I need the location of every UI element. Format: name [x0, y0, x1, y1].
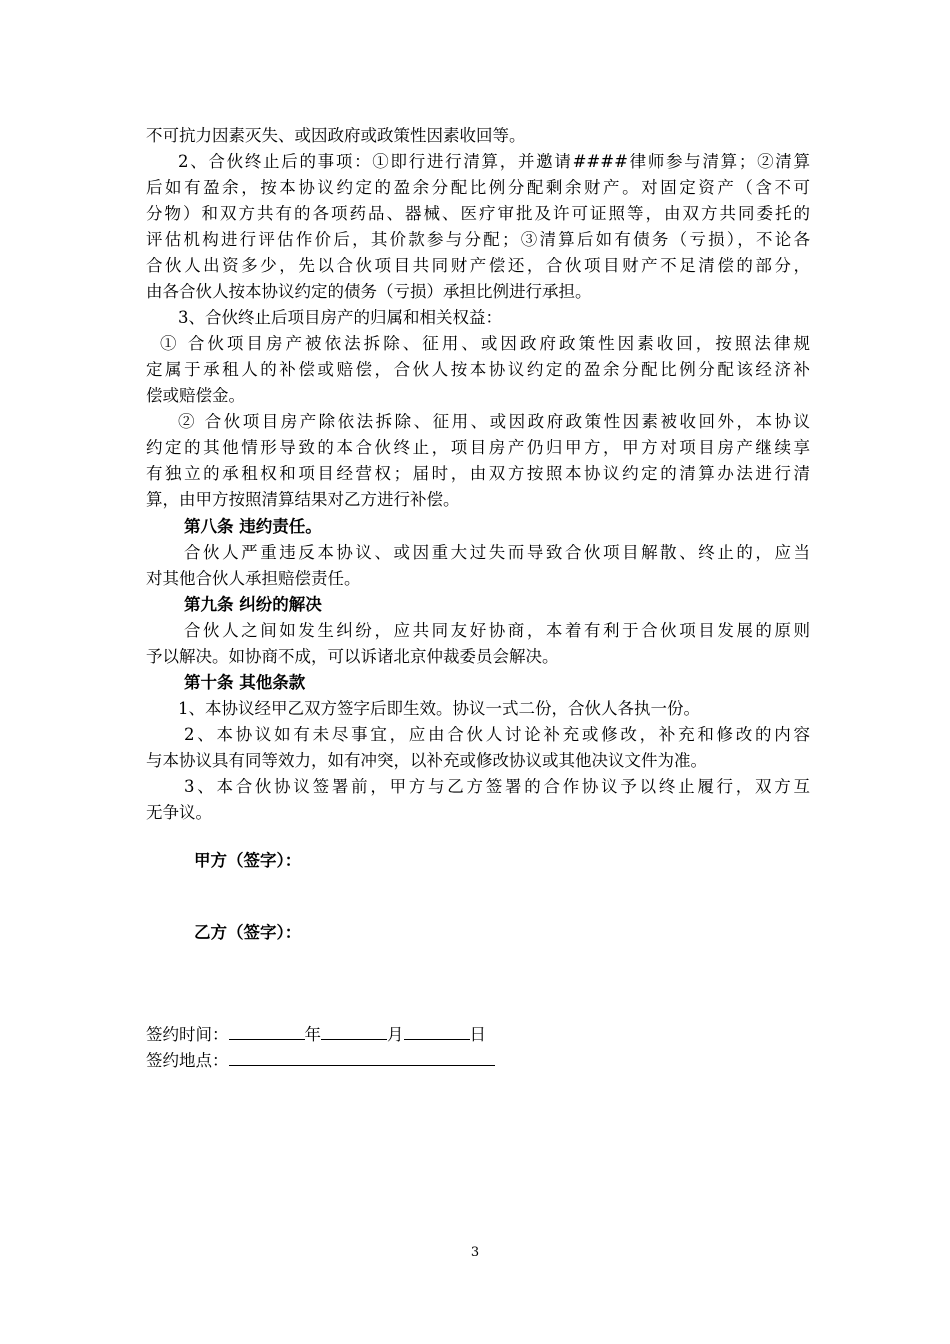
- paragraph-line: 算，由甲方按照清算结果对乙方进行补偿。: [146, 490, 460, 509]
- place-blank[interactable]: [229, 1047, 495, 1066]
- paragraph-line: 予以解决。如协商不成，可以诉诸北京仲裁委员会解决。: [146, 647, 559, 666]
- signing-place-row: [146, 1047, 495, 1074]
- paragraph-line: 1、本协议经甲乙双方签字后即生效。协议一式二份，合伙人各执一份。: [178, 699, 700, 718]
- page-number: 3: [470, 1245, 480, 1260]
- year-blank[interactable]: [229, 1021, 305, 1040]
- section-heading-8: 第八条 违约责任。: [184, 517, 322, 536]
- month-label: 月: [387, 1025, 404, 1044]
- paragraph-line: 约定的其他情形导致的本合伙终止，项目房产仍归甲方，甲方对项目房产继续享: [146, 438, 810, 457]
- paragraph-line: 定属于承租人的补偿或赔偿，合伙人按本协议约定的盈余分配比例分配该经济补: [146, 360, 810, 379]
- paragraph-line: 不可抗力因素灭失、或因政府或政策性因素收回等。: [146, 126, 526, 145]
- paragraph-line: 对其他合伙人承担赔偿责任。: [146, 569, 361, 588]
- signing-place-label: 签约地点：: [146, 1051, 229, 1070]
- section-heading-10: 第十条 其他条款: [184, 673, 306, 692]
- day-blank[interactable]: [404, 1021, 470, 1040]
- paragraph-line: 合伙人出资多少，先以合伙项目共同财产偿还，合伙项目财产不足清偿的部分，: [146, 256, 810, 275]
- section-heading-9: 第九条 纠纷的解决: [184, 595, 322, 614]
- month-blank[interactable]: [321, 1021, 387, 1040]
- paragraph-line: 3、本合伙协议签署前，甲方与乙方签署的合作协议予以终止履行，双方互: [184, 777, 810, 796]
- paragraph-line: 3、合伙终止后项目房产的归属和相关权益：: [178, 308, 502, 327]
- paragraph-line: ① 合伙项目房产被依法拆除、征用、或因政府政策性因素收回，按照法律规: [160, 334, 810, 353]
- paragraph-line: 2、本协议如有未尽事宜，应由合伙人讨论补充或修改，补充和修改的内容: [184, 725, 810, 744]
- paragraph-line: 合伙人严重违反本协议、或因重大过失而导致合伙项目解散、终止的，应当: [184, 543, 810, 562]
- party-b-signature-label: 乙方（签字）：: [194, 923, 302, 942]
- paragraph-line: 由各合伙人按本协议约定的债务（亏损）承担比例进行承担。: [146, 282, 592, 301]
- paragraph-line: 无争议。: [146, 803, 212, 822]
- paragraph-line: 评估机构进行评估作价后，其价款参与分配；③清算后如有债务（亏损），不论各: [146, 230, 810, 249]
- year-label: 年: [304, 1025, 321, 1044]
- paragraph-line: 合伙人之间如发生纠纷，应共同友好协商，本着有利于合伙项目发展的原则: [184, 621, 810, 640]
- paragraph-line: 分物）和双方共有的各项药品、器械、医疗审批及许可证照等，由双方共同委托的: [146, 204, 810, 223]
- day-label: 日: [469, 1025, 486, 1044]
- paragraph-line: 有独立的承租权和项目经营权；届时，由双方按照本协议约定的清算办法进行清: [146, 464, 810, 483]
- signing-date-label: 签约时间：: [146, 1025, 229, 1044]
- paragraph-line: 后如有盈余，按本协议约定的盈余分配比例分配剩余财产。对固定资产（含不可: [146, 178, 810, 197]
- signing-date-row: [146, 1021, 486, 1048]
- paragraph-line: 与本协议具有同等效力，如有冲突，以补充或修改协议或其他决议文件为准。: [146, 751, 707, 770]
- paragraph-line: 2、合伙终止后的事项：①即行进行清算，并邀请####律师参与清算；②清算: [178, 152, 810, 171]
- paragraph-line: 偿或赔偿金。: [146, 386, 245, 405]
- party-a-signature-label: 甲方（签字）：: [194, 851, 302, 870]
- paragraph-line: ② 合伙项目房产除依法拆除、征用、或因政府政策性因素被收回外，本协议: [178, 412, 810, 431]
